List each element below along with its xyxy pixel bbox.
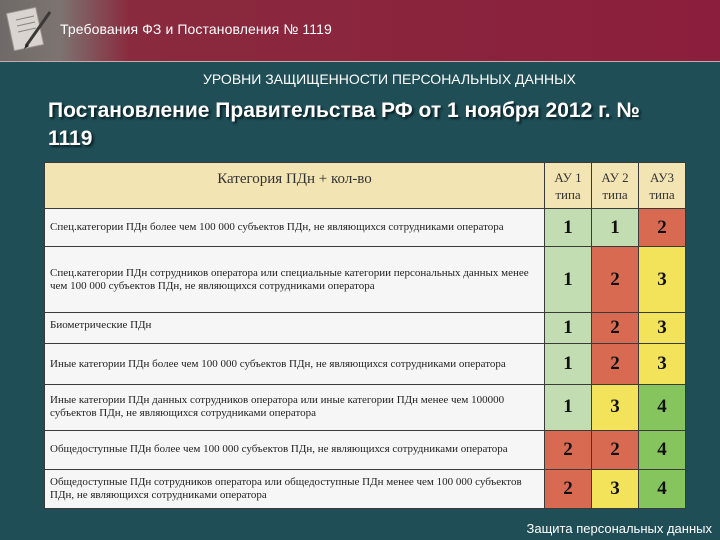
level-cell: 2 <box>545 430 592 469</box>
section-subtitle: УРОВНИ ЗАЩИЩЕННОСТИ ПЕРСОНАЛЬНЫХ ДАННЫХ <box>203 71 576 87</box>
level-cell: 2 <box>592 430 639 469</box>
level-cell: 1 <box>545 344 592 385</box>
level-cell: 2 <box>592 344 639 385</box>
level-cell: 4 <box>639 430 686 469</box>
level-cell: 2 <box>592 247 639 313</box>
row-label: Спец.категории ПДн более чем 100 000 субъектов ПДн, не являющихся сотрудниками оператора <box>45 209 545 247</box>
row-label: Спец.категории ПДн сотрудников оператора или специальные категории персональных данных менее чем 100 000 субъектов ПДн, не являющихся сотрудниками оператора <box>45 247 545 313</box>
level-cell: 1 <box>592 209 639 247</box>
document-pen-icon <box>6 4 54 54</box>
level-cell: 3 <box>639 247 686 313</box>
level-cell: 2 <box>592 313 639 344</box>
column-header-line: АУ 1 <box>554 169 582 185</box>
column-header-au2 <box>592 163 639 209</box>
column-header-au3 <box>639 163 686 209</box>
table-row <box>45 344 686 385</box>
table-header-row <box>45 163 686 209</box>
category-header: Категория ПДн + кол-во <box>45 163 545 209</box>
table-row <box>45 313 686 344</box>
level-cell: 2 <box>545 469 592 508</box>
level-cell: 4 <box>639 385 686 430</box>
level-cell: 4 <box>639 469 686 508</box>
level-cell: 1 <box>545 247 592 313</box>
table-row <box>45 247 686 313</box>
level-cell: 3 <box>592 385 639 430</box>
row-label: Иные категории ПДн более чем 100 000 субъектов ПДн, не являющихся сотрудниками оператора <box>45 344 545 385</box>
level-cell: 3 <box>592 469 639 508</box>
protection-levels-table <box>44 162 685 509</box>
column-header-line: типа <box>649 186 675 202</box>
level-cell: 1 <box>545 313 592 344</box>
column-header-line: АУ 2 <box>601 169 629 185</box>
row-label: Биометрические ПДн <box>45 313 545 344</box>
footer-caption: Защита персональных данных <box>526 521 712 536</box>
page-title: Постановление Правительства РФ от 1 ноября 2012 г. № 1119 <box>48 99 640 150</box>
table-row <box>45 430 686 469</box>
table-row <box>45 385 686 430</box>
table-row <box>45 469 686 508</box>
table-row <box>45 209 686 247</box>
level-cell: 2 <box>639 209 686 247</box>
column-header-line: типа <box>555 186 581 202</box>
level-cell: 3 <box>639 313 686 344</box>
column-header-line: типа <box>602 186 628 202</box>
level-cell: 1 <box>545 209 592 247</box>
row-label: Общедоступные ПДн сотрудников оператора или общедоступные ПДн менее чем 100 000 субъектов ПДн, не являющихся сотрудниками оператора <box>45 469 545 508</box>
row-label: Иные категории ПДн данных сотрудников оператора или иные категории ПДн менее чем 100000 субъектов ПДн, не являющихся сотрудниками оператора <box>45 385 545 430</box>
row-label: Общедоступные ПДн более чем 100 000 субъектов ПДн, не являющихся сотрудниками оператора <box>45 430 545 469</box>
column-header-au1 <box>545 163 592 209</box>
column-header-line: АУ3 <box>650 169 674 185</box>
header-title: Требования ФЗ и Постановления № 1119 <box>60 21 332 37</box>
level-cell: 1 <box>545 385 592 430</box>
level-cell: 3 <box>639 344 686 385</box>
header-band <box>0 0 720 62</box>
